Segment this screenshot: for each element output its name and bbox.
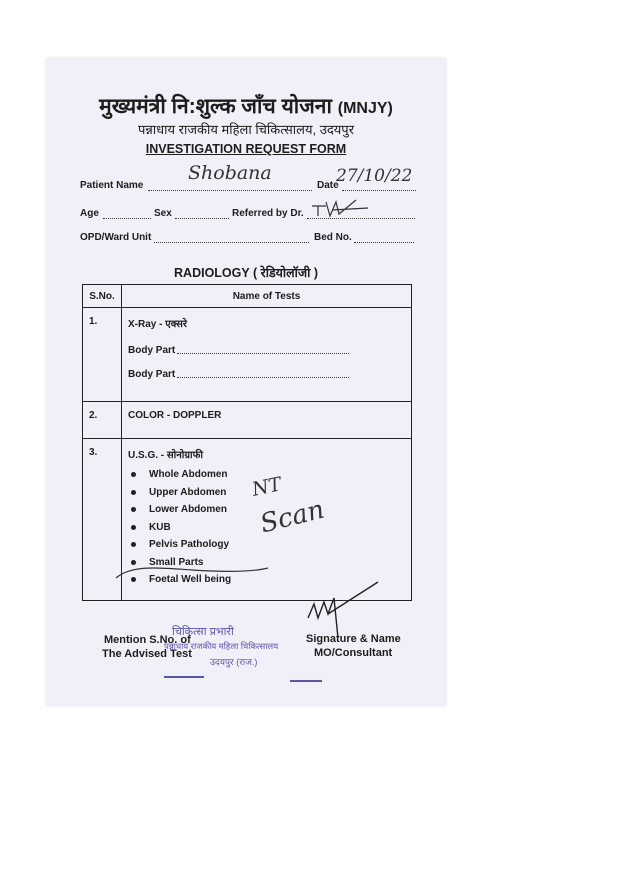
handwritten-note-line2: Scan <box>257 494 328 540</box>
list-item: Small Parts <box>128 554 411 572</box>
opd-unit-line <box>154 241 309 243</box>
table-row <box>83 402 412 439</box>
request-form-sheet <box>46 58 446 706</box>
mention-sno-line1: Mention S.No. of <box>104 634 191 646</box>
patient-name-label: Patient Name <box>80 180 144 191</box>
signature-label-line1: Signature & Name <box>306 633 401 645</box>
patient-name-line <box>148 189 312 191</box>
stamp-underline <box>164 676 204 678</box>
bullet-icon <box>131 542 136 547</box>
tests-table <box>82 284 412 601</box>
bed-no-line <box>354 241 414 243</box>
body-part-label: Body Part <box>128 369 176 380</box>
handwritten-note-line1: NT <box>250 473 284 501</box>
list-item: KUB <box>128 519 411 537</box>
body-part-line-1 <box>128 345 411 356</box>
date-line <box>342 189 416 191</box>
doppler-cell <box>122 402 412 439</box>
tests-header: Name of Tests <box>122 285 412 308</box>
bullet-icon <box>131 525 136 530</box>
opd-unit-label: OPD/Ward Unit <box>80 232 152 243</box>
radiology-heading: RADIOLOGY ( रेडियोलॉजी ) <box>174 266 318 280</box>
stamp-underline <box>290 680 322 682</box>
list-item: Foetal Well being <box>128 571 411 589</box>
doppler-label: COLOR - DOPPLER <box>128 410 222 421</box>
age-line <box>103 217 151 219</box>
table-row <box>83 308 412 402</box>
handwritten-underline <box>112 558 272 588</box>
stamp-line1: चिकित्सा प्रभारी <box>172 626 234 638</box>
row-sno: 2. <box>83 402 122 439</box>
bullet-icon <box>131 490 136 495</box>
date-value: 27/10/22 <box>336 166 413 186</box>
mention-sno-line2: The Advised Test <box>102 648 192 660</box>
bed-no-label: Bed No. <box>314 232 352 243</box>
stamp-line2: पन्नाधाय राजकीय महिला चिकित्सालय <box>164 641 279 651</box>
list-item: Pelvis Pathology <box>128 536 411 554</box>
xray-label: X-Ray - एक्सरे <box>128 319 188 330</box>
list-item: Whole Abdomen <box>128 466 411 484</box>
usg-label: U.S.G. - सोनोग्राफी <box>128 450 203 461</box>
list-item: Upper Abdomen <box>128 484 411 502</box>
scheme-title <box>46 92 446 120</box>
referred-by-label: Referred by Dr. <box>232 208 304 219</box>
signature-label-line2: MO/Consultant <box>314 647 393 659</box>
hospital-name: पन्नाधाय राजकीय महिला चिकित्सालय, उदयपुर <box>137 122 355 137</box>
row-sno: 3. <box>83 439 122 601</box>
age-label: Age <box>80 208 99 219</box>
list-item: Lower Abdomen <box>128 501 411 519</box>
sex-line <box>175 217 229 219</box>
referred-by-initials <box>308 196 378 218</box>
sno-header: S.No. <box>83 285 122 308</box>
form-title: INVESTIGATION REQUEST FORM <box>145 142 347 156</box>
stamp-line3: उदयपुर (राज.) <box>210 657 258 667</box>
scheme-title-hindi: मुख्यमंत्री नि:शुल्क जाँच योजना <box>99 95 332 118</box>
date-label: Date <box>317 180 339 191</box>
patient-name-value: Shobana <box>188 162 272 184</box>
scheme-abbr: (MNJY) <box>337 100 393 117</box>
bullet-icon <box>131 472 136 477</box>
row-sno: 1. <box>83 308 122 402</box>
table-header-row <box>83 285 412 308</box>
sex-label: Sex <box>154 208 172 219</box>
xray-cell <box>122 308 412 402</box>
bullet-icon <box>131 507 136 512</box>
body-part-label: Body Part <box>128 345 176 356</box>
body-part-line-2 <box>128 369 411 380</box>
